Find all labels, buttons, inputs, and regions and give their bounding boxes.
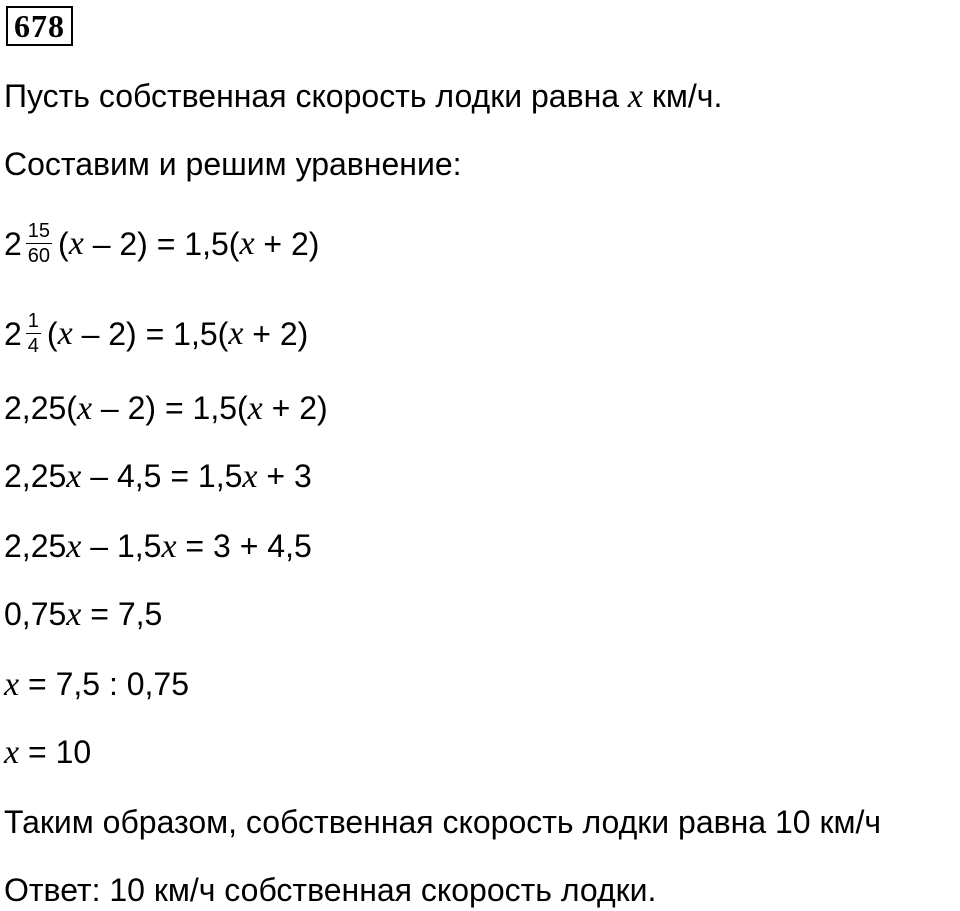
eq-text: (: [58, 225, 69, 262]
fraction-denominator: 4: [27, 335, 39, 357]
conclusion-line: Таким образом, собственная скорость лодки равна 10 км/ч: [4, 804, 882, 840]
variable-x: x: [247, 390, 263, 427]
intro-text-after: км/ч.: [643, 78, 723, 114]
variable-x: x: [66, 458, 82, 495]
eq-text: 2,25(: [4, 390, 77, 426]
equation-3: [4, 388, 328, 429]
fraction-numerator: 15: [27, 220, 51, 242]
variable-x: x: [57, 314, 73, 352]
equation-4: [4, 456, 312, 497]
variable-x: x: [242, 458, 258, 495]
eq-text: – 2) = 1,5(: [92, 390, 248, 426]
variable-x: x: [66, 596, 82, 633]
eq-text: – 2) = 1,5(: [72, 315, 229, 352]
problem-number: 678: [6, 6, 73, 46]
fraction: [26, 310, 41, 357]
eq-text: = 3 + 4,5: [176, 528, 312, 564]
variable-x: x: [228, 314, 244, 352]
eq-text: + 2): [254, 225, 320, 262]
mixed-whole: 2: [4, 315, 22, 352]
eq-text: + 2): [243, 315, 309, 352]
intro-text-before: Пусть собственная скорость лодки равна: [4, 78, 628, 114]
answer-line: Ответ: 10 км/ч собственная скорость лодки.: [4, 872, 657, 908]
equation-6: [4, 594, 162, 635]
variable-x: x: [66, 528, 82, 565]
equation-1: [4, 220, 319, 267]
equation-8: [4, 732, 91, 773]
fraction-denominator: 60: [27, 245, 51, 267]
eq-text: = 10: [19, 734, 92, 770]
variable-x: x: [239, 224, 255, 262]
equation-7: [4, 664, 189, 705]
variable-x: x: [76, 390, 93, 427]
eq-text: 2,25: [4, 458, 67, 494]
eq-text: (: [46, 315, 58, 352]
eq-text: – 4,5 = 1,5: [81, 458, 243, 494]
variable-x: x: [68, 224, 84, 262]
eq-text: = 7,5: [81, 596, 163, 632]
eq-text: = 7,5 : 0,75: [19, 666, 189, 702]
intro-line: [4, 76, 722, 117]
mixed-whole: 2: [4, 225, 22, 262]
fraction-numerator: 1: [27, 310, 39, 332]
eq-text: 0,75: [4, 596, 67, 632]
equation-5: [4, 526, 312, 567]
eq-text: 2,25: [4, 528, 67, 564]
variable-x: x: [4, 734, 20, 771]
eq-text: + 3: [257, 458, 312, 494]
eq-text: + 2): [262, 390, 328, 426]
variable-x: x: [161, 528, 177, 565]
equation-2: [4, 310, 308, 357]
eq-text: – 2) = 1,5(: [83, 225, 240, 262]
variable-x: x: [627, 78, 644, 115]
setup-line: Составим и решим уравнение:: [4, 146, 462, 182]
fraction: [26, 220, 52, 267]
eq-text: – 1,5: [81, 528, 162, 564]
variable-x: x: [4, 666, 20, 703]
